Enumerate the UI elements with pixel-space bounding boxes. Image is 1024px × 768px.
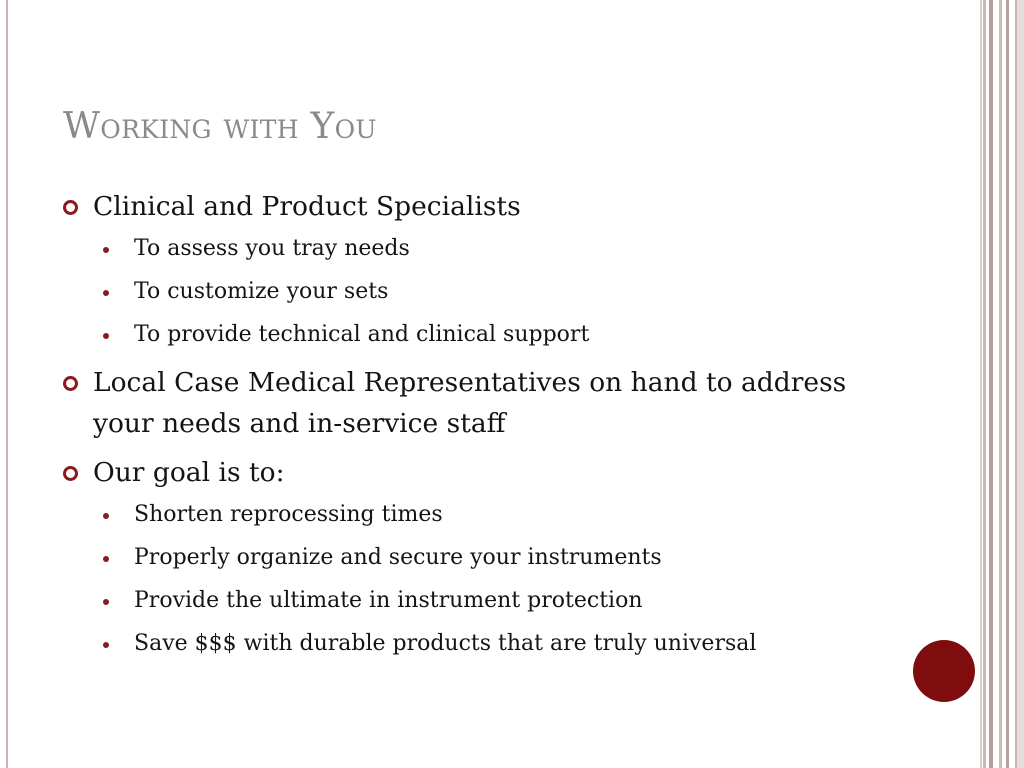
sub-bullet-text: Shorten reprocessing times bbox=[134, 502, 443, 527]
sub-bullet-item bbox=[62, 540, 882, 575]
sub-bullet-item bbox=[62, 583, 882, 618]
sub-bullet-text: Save $$$ with durable products that are truly universal bbox=[134, 631, 757, 656]
sub-bullet-list bbox=[62, 497, 882, 661]
filled-dot-icon bbox=[103, 513, 109, 519]
bullet-list bbox=[62, 186, 882, 669]
sub-bullet-text: To assess you tray needs bbox=[134, 236, 410, 261]
sub-bullet-text: To provide technical and clinical support bbox=[134, 322, 590, 347]
sub-bullet-item bbox=[62, 274, 882, 309]
right-frame-stripe bbox=[1017, 0, 1024, 768]
hollow-circle-icon bbox=[63, 200, 78, 215]
bullet-text: Clinical and Product Specialists bbox=[93, 191, 521, 222]
sub-bullet-list bbox=[62, 231, 882, 352]
left-frame-line bbox=[6, 0, 8, 768]
bullet-item bbox=[62, 186, 882, 227]
sub-bullet-item bbox=[62, 626, 802, 661]
filled-dot-icon bbox=[103, 247, 109, 253]
hollow-circle-icon bbox=[63, 376, 78, 391]
filled-dot-icon bbox=[103, 556, 109, 562]
hollow-circle-icon bbox=[63, 466, 78, 481]
sub-bullet-item bbox=[62, 317, 882, 352]
sub-bullet-item bbox=[62, 231, 882, 266]
filled-dot-icon bbox=[103, 290, 109, 296]
sub-bullet-text: Properly organize and secure your instruments bbox=[134, 545, 662, 570]
bullet-text: Local Case Medical Representatives on hand to address your needs and in-service staff bbox=[93, 367, 847, 439]
sub-bullet-item bbox=[62, 497, 882, 532]
filled-dot-icon bbox=[103, 333, 109, 339]
bullet-text: Our goal is to: bbox=[93, 457, 285, 488]
bullet-item bbox=[62, 362, 882, 444]
right-frame-stripe bbox=[980, 0, 982, 768]
bullet-item bbox=[62, 452, 882, 493]
slide-title: Working with You bbox=[63, 106, 377, 147]
filled-dot-icon bbox=[103, 599, 109, 605]
sub-bullet-text: Provide the ultimate in instrument protection bbox=[134, 588, 643, 613]
sub-bullet-text: To customize your sets bbox=[134, 279, 389, 304]
filled-dot-icon bbox=[103, 642, 109, 648]
right-frame-stripe bbox=[983, 0, 986, 768]
decorative-circle bbox=[913, 640, 975, 702]
